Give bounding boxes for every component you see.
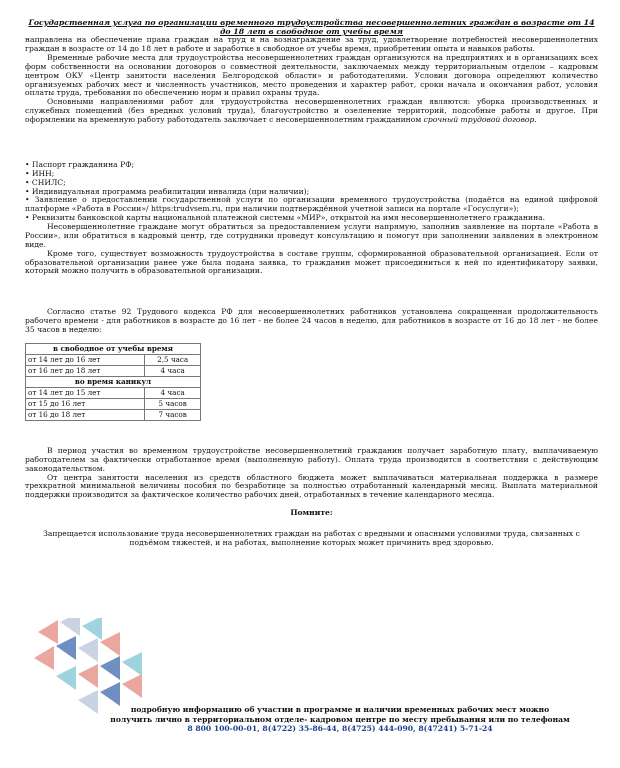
table-header-study: в свободное от учебы время	[26, 343, 201, 354]
table-row	[26, 409, 201, 420]
warning-paragraph: Запрещается использование труда несовершеннолетних граждан на работах с вредными и опасными условиями труда, связанных с подъёмом тяжестей, и на работах, выполнение которых может причинить вред здоровью.	[43, 529, 580, 547]
group-paragraph: Кроме того, существует возможность трудоустройства в составе группы, сформированной образовательной организацией. Если от образовательной организации ранее уже была подана заявка, то гражданин может присоединиться к ней по идентификатору заявки, который можно получить в образовательной организации.	[25, 248, 598, 276]
working-hours-table	[25, 343, 201, 421]
list-item: • Паспорт гражданина РФ;	[25, 159, 135, 169]
support-paragraph: От центра занятости населения из средств областного бюджета может выплачиваться материальная поддержка в размере трехкратной минимальной величины пособия по безработице за полностью отработанный календарный месяц. Выплата материальной поддержки производится за фактическое количество рабочих дней, отработанных в течение календарного месяца.	[25, 472, 598, 500]
contract-term: срочный трудовой договор.	[423, 115, 537, 125]
table-row	[26, 398, 201, 409]
list-item: • СНИЛС;	[25, 177, 66, 187]
salary-paragraph: В период участия во временном трудоустройстве несовершеннолетний гражданин получает заработную плату, выплачиваемую работодателем за фактически отработанное время (выполненную работу). Оплата труда производится в соответствии с действующим законодательством.	[25, 445, 598, 473]
table-header-row	[26, 376, 201, 387]
hours-cell: 7 часов	[145, 409, 201, 420]
documents-list	[25, 161, 598, 223]
hours-cell: 2,5 часа	[145, 354, 201, 365]
table-row	[26, 354, 201, 365]
table-header-row	[26, 343, 201, 354]
contacts-footer	[70, 705, 610, 734]
remember-heading: Помните:	[290, 508, 333, 518]
table-row	[26, 365, 201, 376]
working-hours-paragraph: Согласно статье 92 Трудового кодекса РФ для несовершеннолетних работников установлена сокращенная продолжительность рабочего времени - для работников в возрасте до 16 лет - не более 24 часов в неделю, для работников в возрасте от 16 до 18 лет - не более 35 часов в неделю:	[25, 307, 598, 335]
footer-line: подробную информацию об участии в программе и наличии временных рабочих мест можно	[130, 705, 550, 714]
hours-cell: 4 часа	[145, 387, 201, 398]
table-row	[26, 387, 201, 398]
workplaces-paragraph: Временные рабочие места для трудоустройства несовершеннолетних граждан организуются на предприятиях и в организациях всех форм собственности на основании договоров о совместной деятельности, заключаемых между территориальным отделом – кадровым центром ОКУ «Центр занятости населения Белгородской области» и работодателями. Условия договора определяют количество организуемых рабочих мест и численность участников, место проведения и характер работ, сроки начала и окончания работ, условия оплаты труда, требования по обеспечению норм и правил охраны труда.	[25, 52, 598, 98]
triangles-logo-icon	[30, 618, 160, 718]
age-cell: от 14 лет до 15 лет	[26, 387, 145, 398]
age-cell: от 15 до 16 лет	[26, 398, 145, 409]
age-cell: от 14 лет до 16 лет	[26, 354, 145, 365]
age-cell: от 16 лет до 18 лет	[26, 365, 145, 376]
table-header-holidays: во время каникул	[26, 376, 201, 387]
document-title: Государственная услуга по организации временного трудоустройства несовершеннолетних граждан в возрасте от 14 до 18 лет в свободное от учебы время	[28, 18, 595, 37]
intro-paragraph: направлена на обеспечение права граждан на труд и на вознаграждение за труд, удовлетворение потребностей несовершеннолетних граждан в возрасте от 14 до 18 лет в работе и заработке в свободное от учебы время, приобретении опыта и навыков работы.	[25, 35, 598, 54]
hours-cell: 4 часа	[145, 365, 201, 376]
list-item: • ИНН;	[25, 168, 55, 178]
footer-line: получить лично в территориальном отделе- кадровом центре по месту пребывания или по телефонам	[110, 714, 570, 724]
phone-numbers: 8 800 100-00-01, 8(4722) 35-86-44, 8(4725) 444-090, 8(47241) 5-71-24	[187, 724, 493, 734]
list-item: • Индивидуальная программа реабилитации инвалида (при наличии);	[25, 186, 310, 196]
work-directions-text: Основными направлениями работ для трудоустройства несовершеннолетних граждан являются: уборка производственных и служебных помещений (без вредных условий труда), благоустройство и озеленение территорий, подсобные работы и другое. При оформлении на временную работу работодатель заключает с несовершеннолетним гражданином	[25, 97, 598, 125]
work-directions-paragraph	[25, 98, 598, 125]
hours-cell: 5 часов	[145, 398, 201, 409]
list-item: • Реквизиты банковской карты национальной платежной системы «МИР», открытой на имя несовершеннолетнего гражданина.	[25, 213, 546, 223]
document-page	[25, 18, 598, 548]
application-paragraph: Несовершеннолетние граждане могут обратиться за предоставлением услуги напрямую, заполнив заявление на портале «Работа в России», или обратиться в кадровый центр, где сотрудники проведут консультацию и помогут при заполнении заявления в электронном виде.	[25, 222, 598, 249]
list-item: • Заявление о предоставлении государственной услуги по организации временного трудоустройства (подаётся на единой цифровой платформе «Работа в России»/ https:trudvsem.ru, при наличии подтверждённой учетной записи на портале «Госуслуги»);	[25, 195, 598, 214]
age-cell: от 16 до 18 лет	[26, 409, 145, 420]
